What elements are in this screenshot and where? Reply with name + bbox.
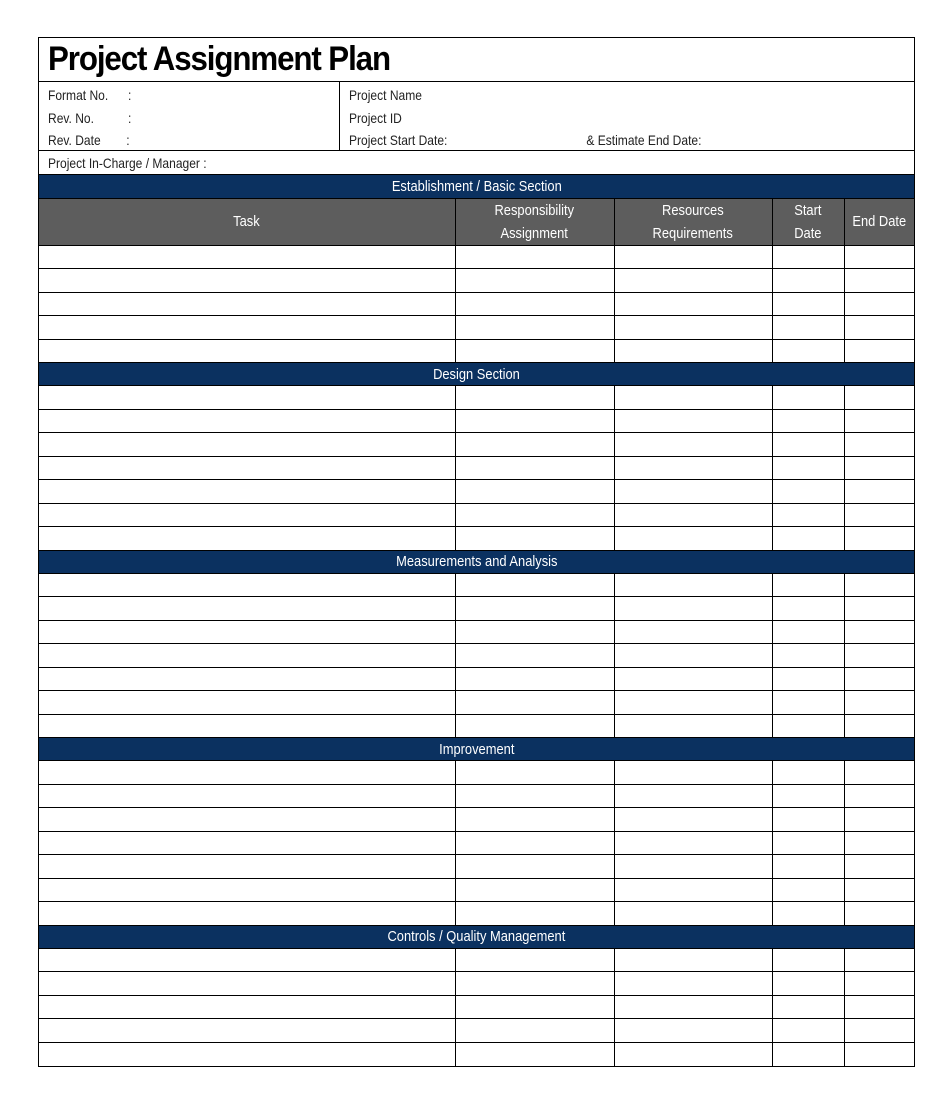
table-row	[39, 761, 914, 785]
end-date-cell[interactable]	[844, 409, 914, 433]
section-title: Design Section	[433, 365, 520, 383]
section-design-section	[39, 363, 914, 551]
section-title: Establishment / Basic Section	[391, 177, 562, 195]
end-date-cell[interactable]	[844, 644, 914, 668]
table-row	[39, 433, 914, 457]
task-cell[interactable]	[39, 245, 455, 269]
end-date-cell[interactable]	[844, 292, 914, 316]
table-row	[39, 620, 914, 644]
section-controls-quality-management	[39, 925, 914, 1066]
task-cell[interactable]	[39, 1042, 455, 1066]
start-date-cell[interactable]	[772, 386, 844, 410]
end-date-cell[interactable]	[844, 1019, 914, 1043]
end-date-cell[interactable]	[844, 902, 914, 926]
start-date-cell[interactable]	[772, 316, 844, 340]
estimate-end-date-label: & Estimate End Date:	[586, 132, 702, 148]
responsibility-cell[interactable]	[455, 691, 614, 715]
page-title: Project Assignment Plan	[48, 40, 390, 78]
responsibility-cell[interactable]	[455, 573, 614, 597]
start-date-cell[interactable]	[772, 503, 844, 527]
responsibility-cell[interactable]	[455, 339, 614, 363]
start-date-cell[interactable]	[772, 691, 844, 715]
resources-cell[interactable]	[614, 948, 772, 972]
task-cell[interactable]	[39, 667, 455, 691]
resources-cell[interactable]	[614, 433, 772, 457]
start-date-cell[interactable]	[772, 573, 844, 597]
table-row	[39, 597, 914, 621]
resources-cell[interactable]	[614, 714, 772, 738]
start-date-cell[interactable]	[772, 409, 844, 433]
section-title-cell	[39, 925, 914, 948]
task-column-header: Task	[39, 198, 455, 245]
resources-column-header: Resources Requirements	[614, 198, 772, 245]
responsibility-cell[interactable]	[455, 667, 614, 691]
end-date-cell[interactable]	[844, 527, 914, 551]
section-title: Improvement	[438, 740, 515, 758]
responsibility-cell[interactable]	[455, 761, 614, 785]
task-cell[interactable]	[39, 808, 455, 832]
resources-cell[interactable]	[614, 456, 772, 480]
dates-line	[349, 129, 835, 152]
task-cell[interactable]	[39, 761, 455, 785]
responsibility-cell[interactable]	[455, 292, 614, 316]
task-cell[interactable]	[39, 269, 455, 293]
section-title: Measurements and Analysis	[395, 553, 558, 570]
project-name-label: Project Name	[349, 87, 422, 103]
resources-cell[interactable]	[614, 831, 772, 855]
start-date-cell[interactable]	[772, 644, 844, 668]
task-cell[interactable]	[39, 573, 455, 597]
start-date-cell[interactable]	[772, 902, 844, 926]
responsibility-cell[interactable]	[455, 644, 614, 668]
start-date-cell[interactable]	[772, 597, 844, 621]
resources-cell[interactable]	[614, 878, 772, 902]
table-row	[39, 808, 914, 832]
task-cell[interactable]	[39, 878, 455, 902]
resources-cell[interactable]	[614, 245, 772, 269]
resources-cell[interactable]	[614, 269, 772, 293]
rev-date-colon: :	[126, 132, 130, 148]
responsibility-cell[interactable]	[455, 902, 614, 926]
end-date-cell[interactable]	[844, 855, 914, 879]
start-date-cell[interactable]	[772, 972, 844, 996]
resources-cell[interactable]	[614, 316, 772, 340]
start-date-cell[interactable]	[772, 339, 844, 363]
start-date-cell[interactable]	[772, 948, 844, 972]
table-row	[39, 644, 914, 668]
table-row	[39, 269, 914, 293]
task-cell[interactable]	[39, 784, 455, 808]
task-cell[interactable]	[39, 386, 455, 410]
table-row	[39, 855, 914, 879]
start-date-cell[interactable]	[772, 878, 844, 902]
responsibility-cell[interactable]	[455, 855, 614, 879]
start-date-cell[interactable]	[772, 433, 844, 457]
end-date-cell[interactable]	[844, 1042, 914, 1066]
start-date-column-header: Start Date	[772, 198, 844, 245]
resources-cell[interactable]	[614, 902, 772, 926]
section-establishment	[39, 175, 914, 363]
end-date-cell[interactable]	[844, 831, 914, 855]
resources-cell[interactable]	[614, 784, 772, 808]
manager-row	[39, 151, 914, 175]
start-date-cell[interactable]	[772, 831, 844, 855]
start-date-cell[interactable]	[772, 1019, 844, 1043]
task-cell[interactable]	[39, 620, 455, 644]
task-cell[interactable]	[39, 433, 455, 457]
end-date-cell[interactable]	[844, 972, 914, 996]
rev-no-label: Rev. No.	[48, 109, 94, 126]
column-header-row	[39, 198, 914, 245]
resources-cell[interactable]	[614, 667, 772, 691]
section-header	[39, 738, 914, 761]
table-row	[39, 667, 914, 691]
resources-cell[interactable]	[614, 386, 772, 410]
table-row	[39, 456, 914, 480]
start-date-cell[interactable]	[772, 527, 844, 551]
task-cell[interactable]	[39, 902, 455, 926]
start-date-cell[interactable]	[772, 480, 844, 504]
resources-cell[interactable]	[614, 409, 772, 433]
start-date-cell[interactable]	[772, 1042, 844, 1066]
task-cell[interactable]	[39, 503, 455, 527]
table-row	[39, 316, 914, 340]
task-cell[interactable]	[39, 597, 455, 621]
project-id-line	[349, 107, 835, 130]
responsibility-cell[interactable]	[455, 784, 614, 808]
table-row	[39, 480, 914, 504]
resources-cell[interactable]	[614, 1019, 772, 1043]
responsibility-cell[interactable]	[455, 878, 614, 902]
table-row	[39, 573, 914, 597]
task-cell[interactable]	[39, 480, 455, 504]
responsibility-cell[interactable]	[455, 269, 614, 293]
end-date-cell[interactable]	[844, 761, 914, 785]
table-row	[39, 339, 914, 363]
format-no-colon: :	[127, 87, 132, 103]
format-no-label: Format No.	[48, 87, 109, 103]
info-left-column	[39, 82, 340, 150]
responsibility-cell[interactable]	[455, 620, 614, 644]
table-row	[39, 878, 914, 902]
start-date-cell[interactable]	[772, 292, 844, 316]
task-grid	[39, 175, 914, 1066]
section-measurements-and-analysis	[39, 550, 914, 738]
resources-cell[interactable]	[614, 597, 772, 621]
task-cell[interactable]	[39, 527, 455, 551]
task-cell[interactable]	[39, 339, 455, 363]
start-date-cell[interactable]	[772, 714, 844, 738]
start-date-cell[interactable]	[772, 995, 844, 1019]
task-cell[interactable]	[39, 995, 455, 1019]
responsibility-cell[interactable]	[455, 386, 614, 410]
table-row	[39, 1019, 914, 1043]
resources-cell[interactable]	[614, 527, 772, 551]
section-title-cell	[39, 175, 914, 198]
end-date-cell[interactable]	[844, 456, 914, 480]
table-row	[39, 948, 914, 972]
end-date-cell[interactable]	[844, 503, 914, 527]
end-date-cell[interactable]	[844, 339, 914, 363]
end-date-cell[interactable]	[844, 878, 914, 902]
responsibility-cell[interactable]	[455, 527, 614, 551]
project-start-date-label: Project Start Date:	[349, 132, 448, 148]
responsibility-cell[interactable]	[455, 503, 614, 527]
responsibility-cell[interactable]	[455, 409, 614, 433]
end-date-cell[interactable]	[844, 269, 914, 293]
start-date-cell[interactable]	[772, 456, 844, 480]
section-title-cell	[39, 550, 914, 573]
rev-no-colon: :	[127, 109, 132, 126]
manager-label: Project In-Charge / Manager :	[48, 155, 207, 171]
start-date-cell[interactable]	[772, 855, 844, 879]
responsibility-cell[interactable]	[455, 948, 614, 972]
resources-cell[interactable]	[614, 620, 772, 644]
start-date-cell[interactable]	[772, 667, 844, 691]
end-date-column-header: End Date	[844, 198, 914, 245]
table-row	[39, 409, 914, 433]
resources-cell[interactable]	[614, 808, 772, 832]
resources-cell[interactable]	[614, 855, 772, 879]
table-row	[39, 784, 914, 808]
start-date-cell[interactable]	[772, 808, 844, 832]
end-date-cell[interactable]	[844, 480, 914, 504]
end-date-cell[interactable]	[844, 948, 914, 972]
responsibility-cell[interactable]	[455, 1019, 614, 1043]
section-improvement	[39, 738, 914, 926]
start-date-cell[interactable]	[772, 784, 844, 808]
resources-cell[interactable]	[614, 691, 772, 715]
responsibility-cell[interactable]	[455, 1042, 614, 1066]
table-row	[39, 972, 914, 996]
project-name-line	[349, 84, 835, 107]
task-cell[interactable]	[39, 456, 455, 480]
task-cell[interactable]	[39, 644, 455, 668]
section-header	[39, 550, 914, 573]
section-title-cell	[39, 363, 914, 386]
end-date-cell[interactable]	[844, 691, 914, 715]
resources-cell[interactable]	[614, 503, 772, 527]
rev-no-line	[48, 107, 298, 130]
responsibility-cell[interactable]	[455, 597, 614, 621]
table-row	[39, 995, 914, 1019]
responsibility-cell[interactable]	[455, 316, 614, 340]
end-date-cell[interactable]	[844, 667, 914, 691]
table-row	[39, 527, 914, 551]
resources-cell[interactable]	[614, 292, 772, 316]
responsibility-cell[interactable]	[455, 972, 614, 996]
table-row	[39, 386, 914, 410]
end-date-cell[interactable]	[844, 316, 914, 340]
start-date-cell[interactable]	[772, 620, 844, 644]
resources-cell[interactable]	[614, 573, 772, 597]
end-date-cell[interactable]	[844, 784, 914, 808]
assignment-plan-form	[38, 37, 915, 1067]
end-date-cell[interactable]	[844, 714, 914, 738]
rev-date-line	[48, 129, 298, 152]
end-date-cell[interactable]	[844, 620, 914, 644]
rev-date-label: Rev. Date	[48, 132, 101, 148]
table-row	[39, 902, 914, 926]
info-block	[39, 82, 914, 151]
task-cell[interactable]	[39, 409, 455, 433]
responsibility-column-header: Responsibility Assignment	[455, 198, 614, 245]
info-right-column	[340, 82, 914, 150]
resources-cell[interactable]	[614, 339, 772, 363]
task-cell[interactable]	[39, 691, 455, 715]
responsibility-cell[interactable]	[455, 831, 614, 855]
table-row	[39, 691, 914, 715]
table-row	[39, 245, 914, 269]
table-row	[39, 503, 914, 527]
responsibility-cell[interactable]	[455, 245, 614, 269]
section-title: Controls / Quality Management	[387, 928, 566, 945]
task-cell[interactable]	[39, 855, 455, 879]
responsibility-cell[interactable]	[455, 714, 614, 738]
resources-cell[interactable]	[614, 761, 772, 785]
task-cell[interactable]	[39, 972, 455, 996]
table-row	[39, 1042, 914, 1066]
task-cell[interactable]	[39, 316, 455, 340]
table-row	[39, 714, 914, 738]
end-date-cell[interactable]	[844, 245, 914, 269]
start-date-cell[interactable]	[772, 761, 844, 785]
end-date-cell[interactable]	[844, 433, 914, 457]
resources-cell[interactable]	[614, 644, 772, 668]
end-date-cell[interactable]	[844, 808, 914, 832]
format-no-line	[48, 84, 298, 107]
responsibility-cell[interactable]	[455, 433, 614, 457]
section-header	[39, 175, 914, 198]
task-cell[interactable]	[39, 292, 455, 316]
section-title-cell	[39, 738, 914, 761]
responsibility-cell[interactable]	[455, 995, 614, 1019]
resources-cell[interactable]	[614, 995, 772, 1019]
resources-cell[interactable]	[614, 1042, 772, 1066]
start-date-cell[interactable]	[772, 245, 844, 269]
resources-cell[interactable]	[614, 972, 772, 996]
end-date-cell[interactable]	[844, 386, 914, 410]
end-date-cell[interactable]	[844, 573, 914, 597]
title-row	[39, 38, 914, 82]
project-id-label: Project ID	[349, 109, 402, 126]
table-row	[39, 831, 914, 855]
resources-cell[interactable]	[614, 480, 772, 504]
section-header	[39, 363, 914, 386]
end-date-cell[interactable]	[844, 597, 914, 621]
end-date-cell[interactable]	[844, 995, 914, 1019]
responsibility-cell[interactable]	[455, 480, 614, 504]
task-cell[interactable]	[39, 948, 455, 972]
responsibility-cell[interactable]	[455, 808, 614, 832]
task-cell[interactable]	[39, 831, 455, 855]
start-date-cell[interactable]	[772, 269, 844, 293]
task-cell[interactable]	[39, 714, 455, 738]
responsibility-cell[interactable]	[455, 456, 614, 480]
task-cell[interactable]	[39, 1019, 455, 1043]
table-row	[39, 292, 914, 316]
section-header	[39, 925, 914, 948]
